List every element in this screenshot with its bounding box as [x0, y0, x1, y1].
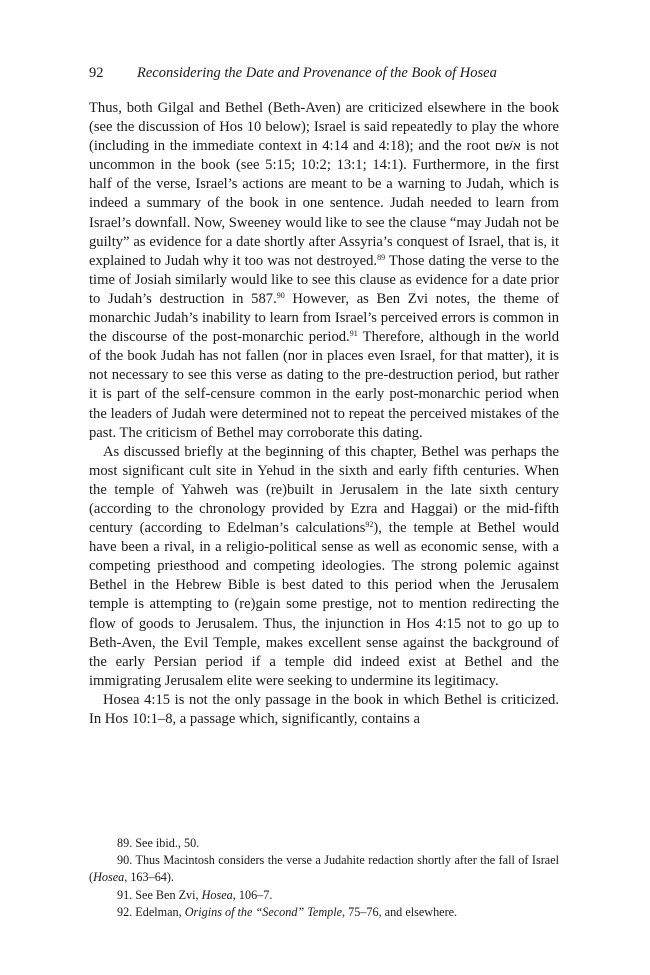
paragraph-3 — [89, 691, 559, 729]
footnote-number: 90. — [117, 853, 133, 868]
paragraph-2-text-b: ), the temple at Bethel would have been a rival, in a religio-political sense as well as economic sense, with a competing priesthood and competing ideologies. The strong polemic against Bethel in the Hebrew Bible is best dated to this period when the Jerusalem temple is attempting to (re)gain some prestige, not to mention redirecting the flow of goods to Jerusalem. Thus, the injunction in Hos 4:15 not to go up to Beth-Aven, the Evil Temple, makes excellent sense against the background of the early Persian period if a temple did indeed exist at Bethel and the immigrating Jerusalem elite were seeking to undermine its legitimacy. — [89, 520, 559, 689]
footnote-ref-91[interactable]: 91 — [349, 329, 358, 339]
footnote-title: Hosea — [201, 887, 233, 902]
footnote-number: 89. — [117, 836, 133, 850]
paragraph-1-text-d: However, as Ben Zvi notes, the theme of monarchic Judah’s inability to learn from Israel’s perceived errors is common in the discourse of the post-monarchic period. — [89, 290, 559, 346]
footnote-92 — [89, 904, 559, 921]
page-number: 92 — [89, 65, 104, 81]
paragraph-1 — [89, 99, 559, 443]
footnote-text: Edelman, — [135, 904, 185, 919]
main-text — [89, 99, 559, 729]
footnote-title: Hosea — [93, 870, 125, 885]
footnote-89 — [89, 835, 559, 852]
footnote-text: See Ben Zvi, — [135, 887, 202, 902]
paragraph-1-text-b: is not uncommon in the book (see 5:15; 10:2; 13:1; 14:1). Furthermore, in the first half of the verse, Israel’s actions are meant to be a warning to Judah, which is indeed a summary of the book in one sentence. Judah needed to learn from Israel’s downfall. Now, Sweeney would like to see the clause “may Judah not be guilty” as evidence for a date shortly after Assyria’s conquest of Israel, that is, it explained to Judah why it too was not destroyed. — [89, 138, 559, 269]
footnotes — [89, 835, 559, 921]
footnote-ref-92[interactable]: 92 — [365, 520, 374, 530]
footnote-text: See ibid., 50. — [135, 836, 200, 850]
footnote-title: Origins of the “Second” Temple — [184, 904, 343, 919]
footnote-ref-89[interactable]: 89 — [377, 252, 386, 262]
footnote-91 — [89, 887, 559, 904]
paragraph-3-text: Hosea 4:15 is not the only passage in the book in which Bethel is criticized. In Hos 10:1–8, a passage which, significantly, contains a — [89, 691, 559, 727]
running-title: Reconsidering the Date and Provenance of the Book of Hosea — [137, 65, 497, 81]
footnote-ref-90[interactable]: 90 — [276, 290, 285, 300]
paragraph-1-text-c: Those dating the verse to the time of Josiah similarly would like to see this clause as evidence for a date prior to Judah’s destruction in 587. — [89, 252, 559, 307]
paragraph-2-text-a: As discussed briefly at the beginning of this chapter, Bethel was perhaps the most significant cult site in Yehud in the sixth and early fifth centuries. When the temple of Yahweh was (re)built in Jerusalem in the late sixth century (according to the chronology provided by Ezra and Haggai) or the mid-fifth century (according to Edelman’s calculations — [89, 443, 559, 537]
paragraph-1-text-e: Therefore, although in the world of the book Judah has not fallen (nor in places even Israel, for that matter), it is not necessary to see this verse as dating to the pre-destruction period, but rather it is part of the self-censure common in the early post-monarchic period when the leaders of Judah were determined not to repeat the perceived mistakes of the past. The criticism of Bethel may corroborate this dating. — [89, 329, 559, 441]
paragraph-1-text-a: Thus, both Gilgal and Bethel (Beth-Aven) are criticized elsewhere in the book (see the discussion of Hos 10 below); Israel is said repeatedly to play the whore (including in the immediate context in 4:14 and 4:18); and the root — [89, 100, 559, 155]
footnote-number: 91. — [117, 887, 133, 902]
paragraph-2 — [89, 443, 559, 691]
footnote-90 — [89, 852, 559, 886]
running-header — [89, 64, 559, 82]
footnote-number: 92. — [117, 904, 133, 919]
footnote-text: Thus Macintosh considers the verse a Judahite redaction shortly after the fall of Israel ( — [89, 853, 559, 885]
footnote-text-end: , 106–7. — [232, 887, 273, 902]
hebrew-root: אשׁם — [494, 139, 522, 155]
footnote-text-end: , 163–64). — [124, 870, 174, 885]
footnote-text-end: , 75–76, and elsewhere. — [342, 904, 458, 919]
